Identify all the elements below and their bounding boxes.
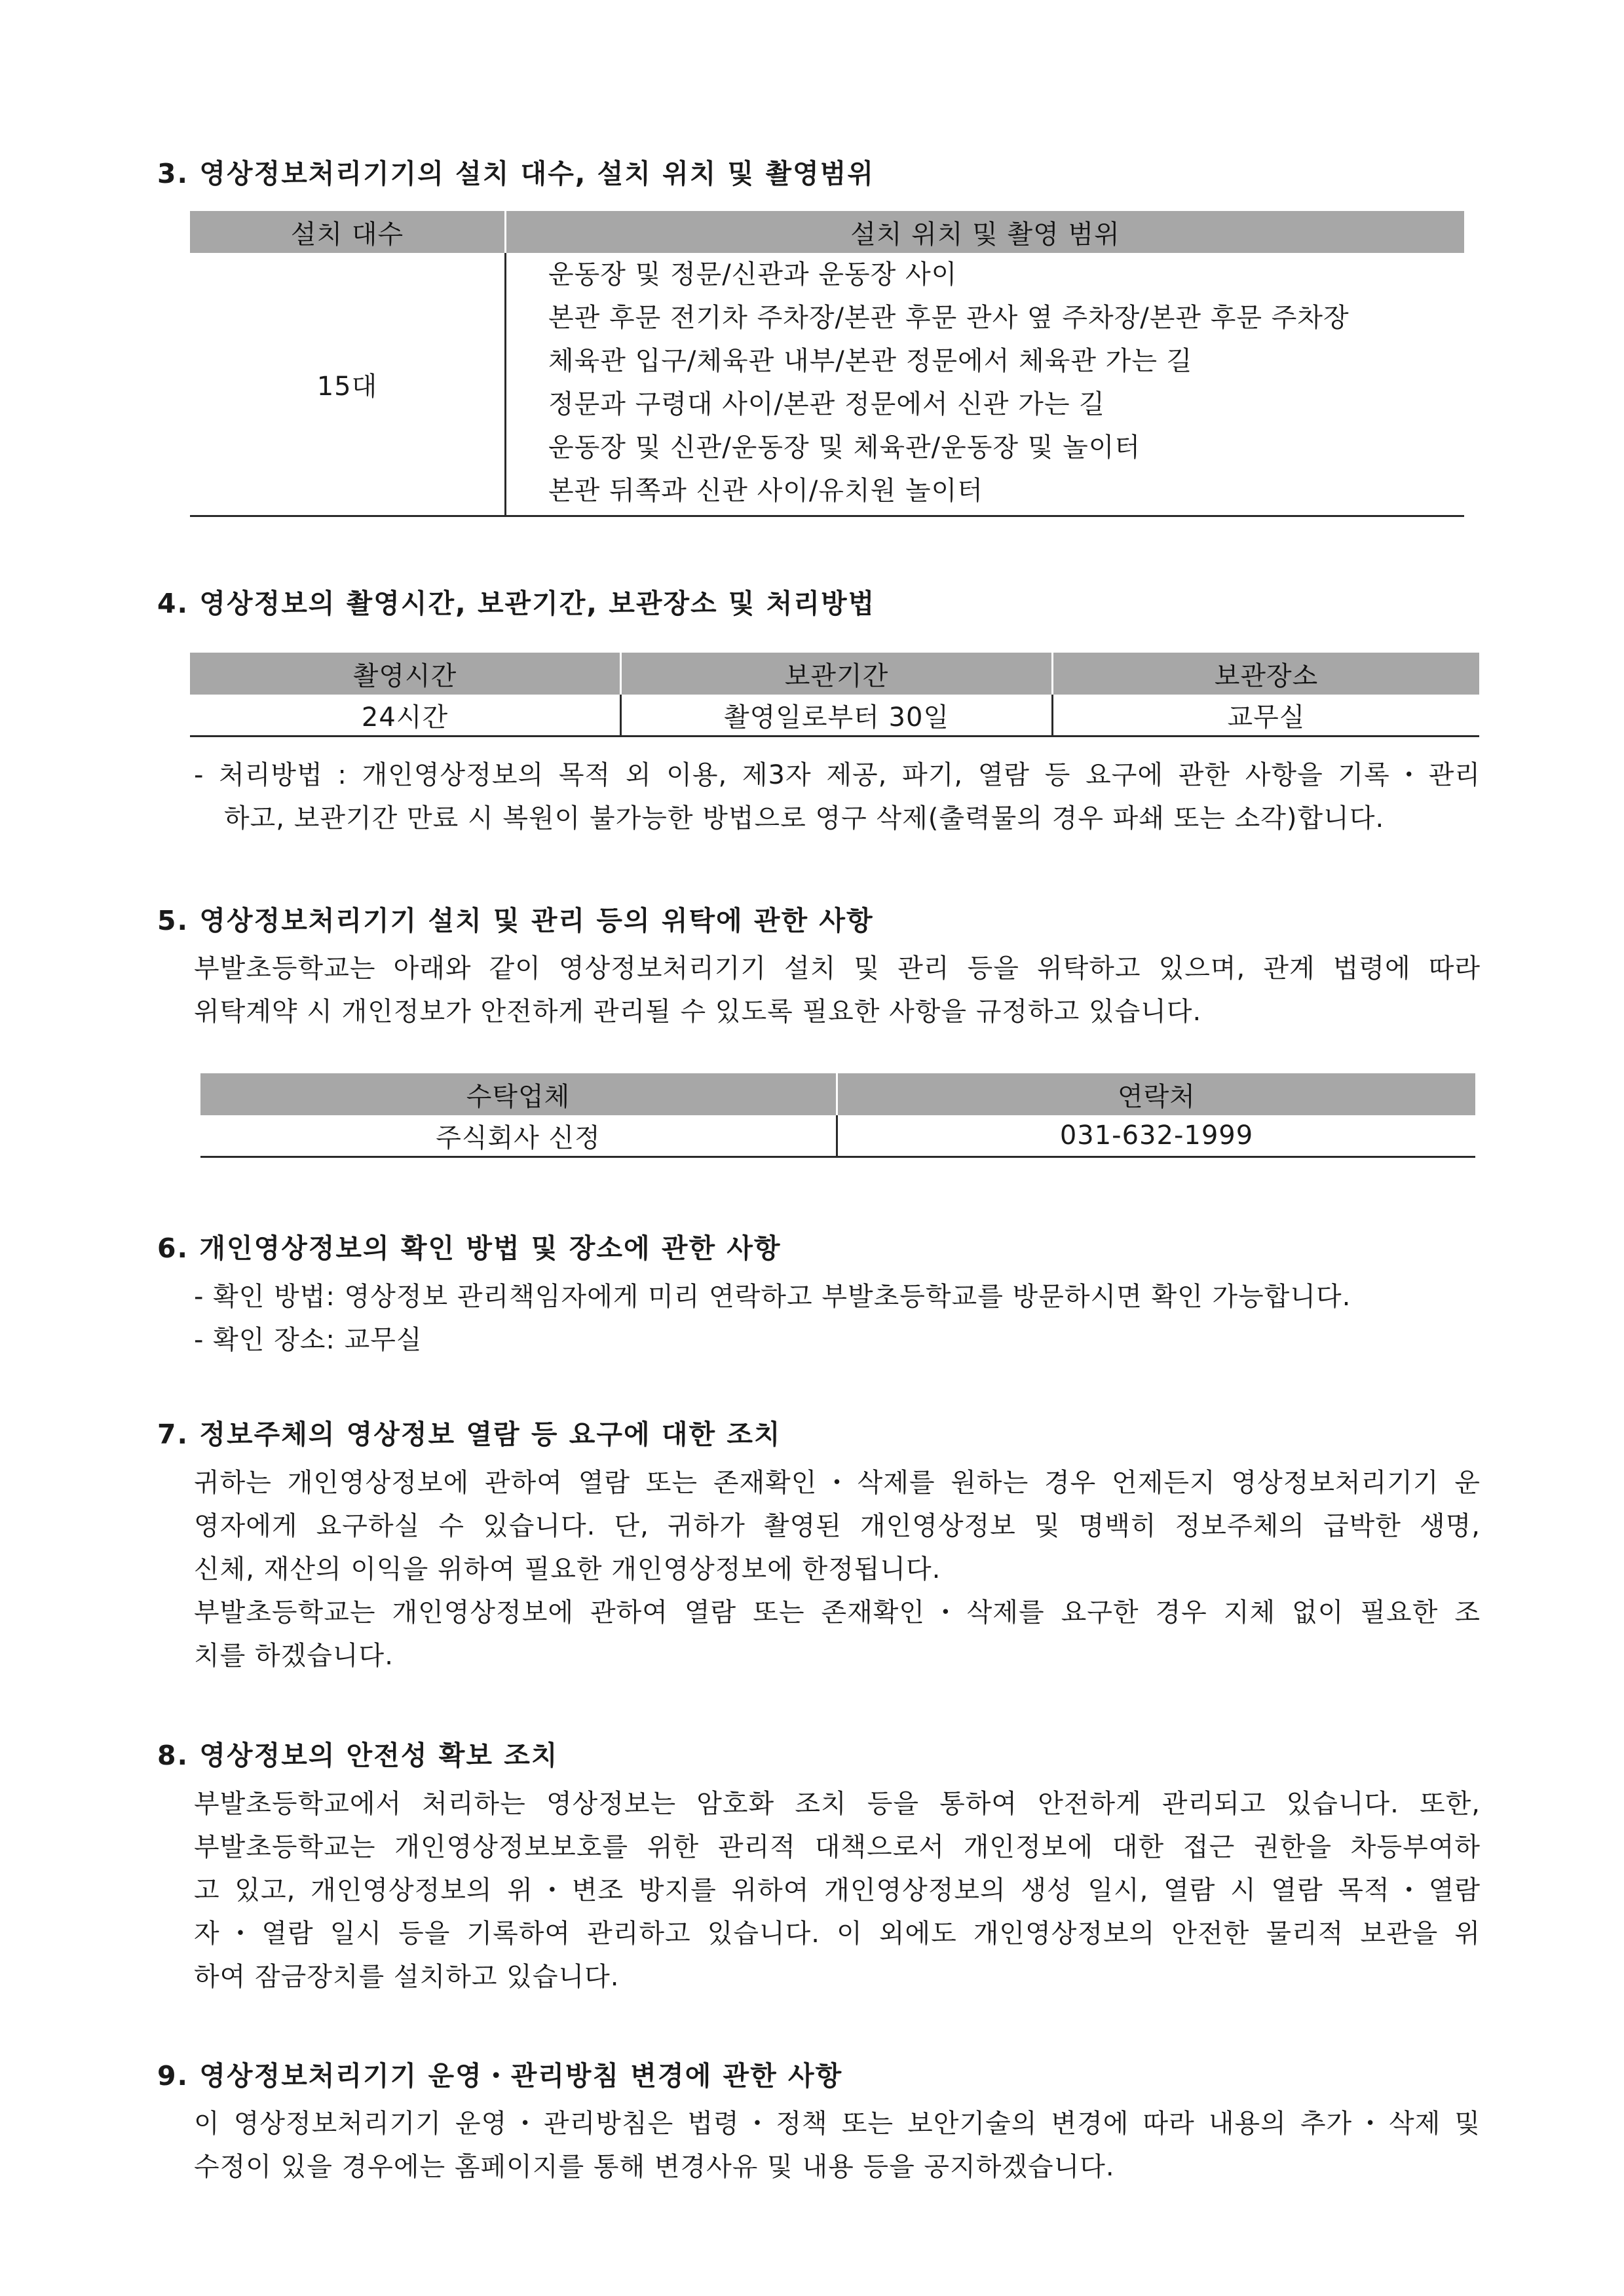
section-7-body <box>194 1461 1481 1677</box>
text-line: 위탁계약 시 개인정보가 안전하게 관리될 수 있도록 필요한 사항을 규정하고 있습니다. <box>194 997 1202 1027</box>
text-line: 귀하는 개인영상정보에 관하여 열람 또는 존재확인・삭제를 원하는 경우 언제든지 영상정보처리기기 운 <box>194 1468 1481 1498</box>
location-item: 운동장 및 신관/운동장 및 체육관/운동장 및 놀이터 <box>548 432 1141 463</box>
location-item: 정문과 구령대 사이/본관 정문에서 신관 가는 길 <box>548 389 1105 419</box>
text-line: - 확인 장소: 교무실 <box>194 1325 423 1355</box>
text-line: 하고, 보관기간 만료 시 복원이 불가능한 방법으로 영구 삭제(출력물의 경우 파쇄 또는 소각)합니다. <box>224 803 1385 833</box>
table-row <box>190 695 1479 737</box>
install-count: 15대 <box>190 253 506 516</box>
contractor-phone: 031-632-1999 <box>837 1115 1476 1157</box>
section-4-title: 4. 영상정보의 촬영시간, 보관기간, 보관장소 및 처리방법 <box>157 588 876 619</box>
text-line: - 확인 방법: 영상정보 관리책임자에게 미리 연락하고 부발초등학교를 방문하시면 확인 가능합니다. <box>194 1282 1351 1312</box>
text-line: 부발초등학교는 개인영상정보보호를 위한 관리적 대책으로서 개인정보에 대한 접근 권한을 차등부여하 <box>194 1832 1481 1862</box>
text-line: 영자에게 요구하실 수 있습니다. 단, 귀하가 촬영된 개인영상정보 및 명백히 정보주체의 급박한 생명, <box>194 1511 1481 1541</box>
text-line: - 처리방법 : 개인영상정보의 목적 외 이용, 제3자 제공, 파기, 열람 등 요구에 관한 사항을 기록・관리 <box>194 760 1481 790</box>
header-retention-period: 보관기간 <box>621 653 1053 695</box>
install-locations <box>506 253 1465 516</box>
text-line: 자・열람 일시 등을 기록하여 관리하고 있습니다. 이 외에도 개인영상정보의 안전한 물리적 보관을 위 <box>194 1919 1481 1949</box>
section-7-title: 7. 정보주체의 영상정보 열람 등 요구에 대한 조치 <box>157 1419 782 1450</box>
capture-time-value: 24시간 <box>190 695 621 737</box>
location-item: 본관 뒤쪽과 신관 사이/유치원 놀이터 <box>548 476 983 506</box>
installation-table <box>190 211 1464 517</box>
text-line: 이 영상정보처리기기 운영・관리방침은 법령・정책 또는 보안기술의 변경에 따라 내용의 추가・삭제 및 <box>194 2109 1481 2139</box>
text-line: 수정이 있을 경우에는 홈페이지를 통해 변경사유 및 내용 등을 공지하겠습니다. <box>194 2152 1115 2182</box>
location-item: 체육관 입구/체육관 내부/본관 정문에서 체육관 가는 길 <box>548 346 1193 376</box>
section-9-body <box>194 2102 1481 2189</box>
header-storage-place: 보관장소 <box>1053 653 1480 695</box>
text-line: 부발초등학교에서 처리하는 영상정보는 암호화 조치 등을 통하여 안전하게 관리되고 있습니다. 또한, <box>194 1789 1481 1819</box>
text-line: 하여 잠금장치를 설치하고 있습니다. <box>194 1962 620 1992</box>
section-5-body <box>194 947 1481 1033</box>
section-9-title: 9. 영상정보처리기기 운영・관리방침 변경에 관한 사항 <box>157 2060 843 2092</box>
contractor-name: 주식회사 신정 <box>200 1115 837 1157</box>
table-header-row <box>190 211 1464 253</box>
text-line: 치를 하겠습니다. <box>194 1641 394 1671</box>
location-item: 본관 후문 전기차 주차장/본관 후문 관사 옆 주차장/본관 후문 주차장 <box>548 303 1350 333</box>
text-line: 부발초등학교는 개인영상정보에 관하여 열람 또는 존재확인・삭제를 요구한 경우 지체 없이 필요한 조 <box>194 1598 1481 1628</box>
section-5-title: 5. 영상정보처리기기 설치 및 관리 등의 위탁에 관한 사항 <box>157 905 874 936</box>
processing-method <box>194 754 1481 840</box>
table-row <box>200 1115 1475 1157</box>
table-header-row <box>190 653 1479 695</box>
header-contact: 연락처 <box>837 1073 1476 1115</box>
location-item: 운동장 및 정문/신관과 운동장 사이 <box>548 259 958 290</box>
section-8-body <box>194 1782 1481 1999</box>
table-row <box>190 253 1464 516</box>
storage-place-value: 교무실 <box>1053 695 1480 737</box>
header-capture-time: 촬영시간 <box>190 653 621 695</box>
text-line: 고 있고, 개인영상정보의 위・변조 방지를 위하여 개인영상정보의 생성 일시, 열람 시 열람 목적・열람 <box>194 1875 1481 1905</box>
header-count: 설치 대수 <box>190 211 506 253</box>
section-6-body <box>194 1275 1481 1362</box>
header-contractor: 수탁업체 <box>200 1073 837 1115</box>
retention-table <box>190 653 1479 737</box>
retention-period-value: 촬영일로부터 30일 <box>621 695 1053 737</box>
table-header-row <box>200 1073 1475 1115</box>
text-line: 부발초등학교는 아래와 같이 영상정보처리기기 설치 및 관리 등을 위탁하고 있으며, 관계 법령에 따라 <box>194 953 1481 984</box>
section-8-title: 8. 영상정보의 안전성 확보 조치 <box>157 1740 559 1771</box>
contractor-table <box>200 1073 1475 1158</box>
header-locations: 설치 위치 및 촬영 범위 <box>506 211 1465 253</box>
text-line: 신체, 재산의 이익을 위하여 필요한 개인영상정보에 한정됩니다. <box>194 1554 941 1584</box>
section-3-title: 3. 영상정보처리기기의 설치 대수, 설치 위치 및 촬영범위 <box>157 158 875 189</box>
section-6-title: 6. 개인영상정보의 확인 방법 및 장소에 관한 사항 <box>157 1233 782 1264</box>
